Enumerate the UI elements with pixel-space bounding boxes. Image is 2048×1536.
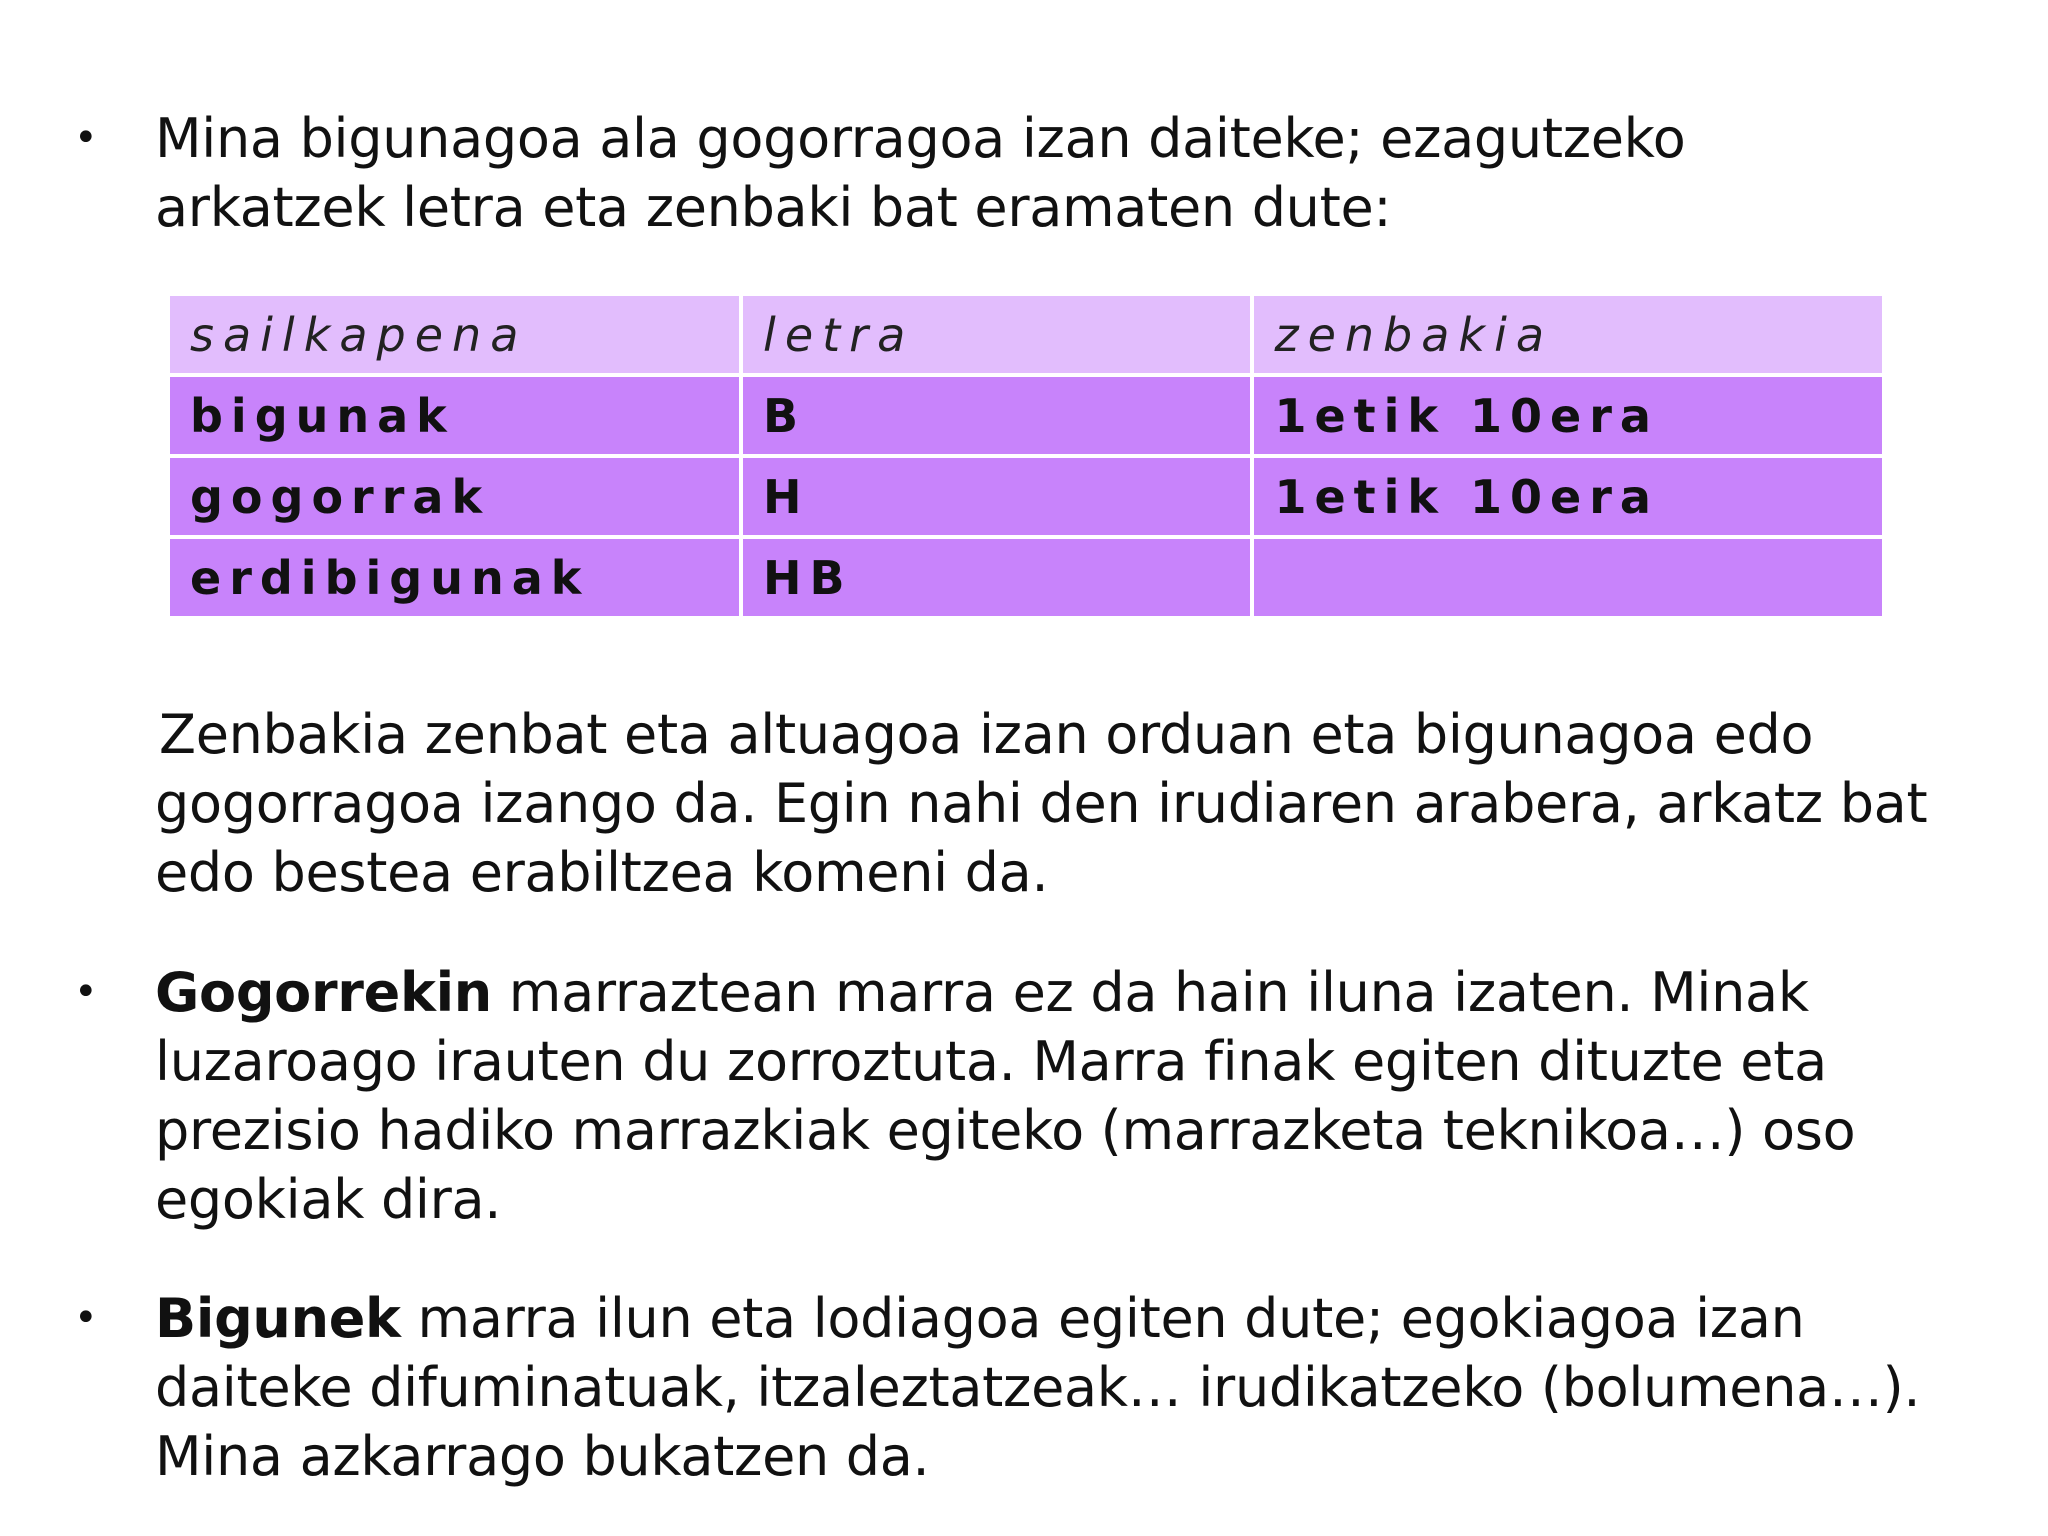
note-paragraph: Zenbakia zenbat eta altuagoa izan orduan eta bigunagoa edo gogorragoa izango da. Egin nahi den irudiaren arabera, arkatz bat edo bestea erabiltzea komeni da. xyxy=(155,703,1928,904)
cell-number: 1etik 10era xyxy=(1254,458,1882,535)
cell-classification: erdibigunak xyxy=(170,539,739,616)
header-number: zenbakia xyxy=(1254,296,1882,373)
hard-description: marraztean marra ez da hain iluna izaten. Minak luzaroago irauten du zorroztuta. Marra finak egiten dituzte eta prezisio hadiko marrazkiak egiteko (marrazketa teknikoa…) oso egokiak dira. xyxy=(155,961,1856,1231)
cell-letter: H xyxy=(743,458,1250,535)
header-classification: sailkapena xyxy=(170,296,739,373)
hard-term: Gogorrekin xyxy=(155,961,492,1024)
cell-number xyxy=(1254,539,1882,616)
cell-classification: bigunak xyxy=(170,377,739,454)
hard-paragraph xyxy=(155,958,1935,1234)
intro-paragraph: Mina bigunagoa ala gogorragoa izan daiteke; ezagutzeko arkatzek letra eta zenbaki bat eramaten dute: xyxy=(155,107,1686,239)
bullet-marker: • xyxy=(74,969,98,1015)
table-header-row xyxy=(170,296,1882,373)
soft-paragraph xyxy=(155,1284,2015,1491)
cell-classification: gogorrak xyxy=(170,458,739,535)
bullet-marker: • xyxy=(74,1295,98,1341)
cell-letter: HB xyxy=(743,539,1250,616)
soft-term: Bigunek xyxy=(155,1287,401,1350)
cell-letter: B xyxy=(743,377,1250,454)
header-letter: letra xyxy=(743,296,1250,373)
soft-description: marra ilun eta lodiagoa egiten dute; egokiagoa izan daiteke difuminatuak, itzaleztatzeak… irudikatzeko (bolumena…). Mina azkarrago bukatzen da. xyxy=(155,1287,1921,1488)
cell-number: 1etik 10era xyxy=(1254,377,1882,454)
table-row xyxy=(170,539,1882,616)
table-row xyxy=(170,458,1882,535)
bullet-marker: • xyxy=(74,115,98,161)
table-row xyxy=(170,377,1882,454)
hardness-table xyxy=(166,292,1886,620)
